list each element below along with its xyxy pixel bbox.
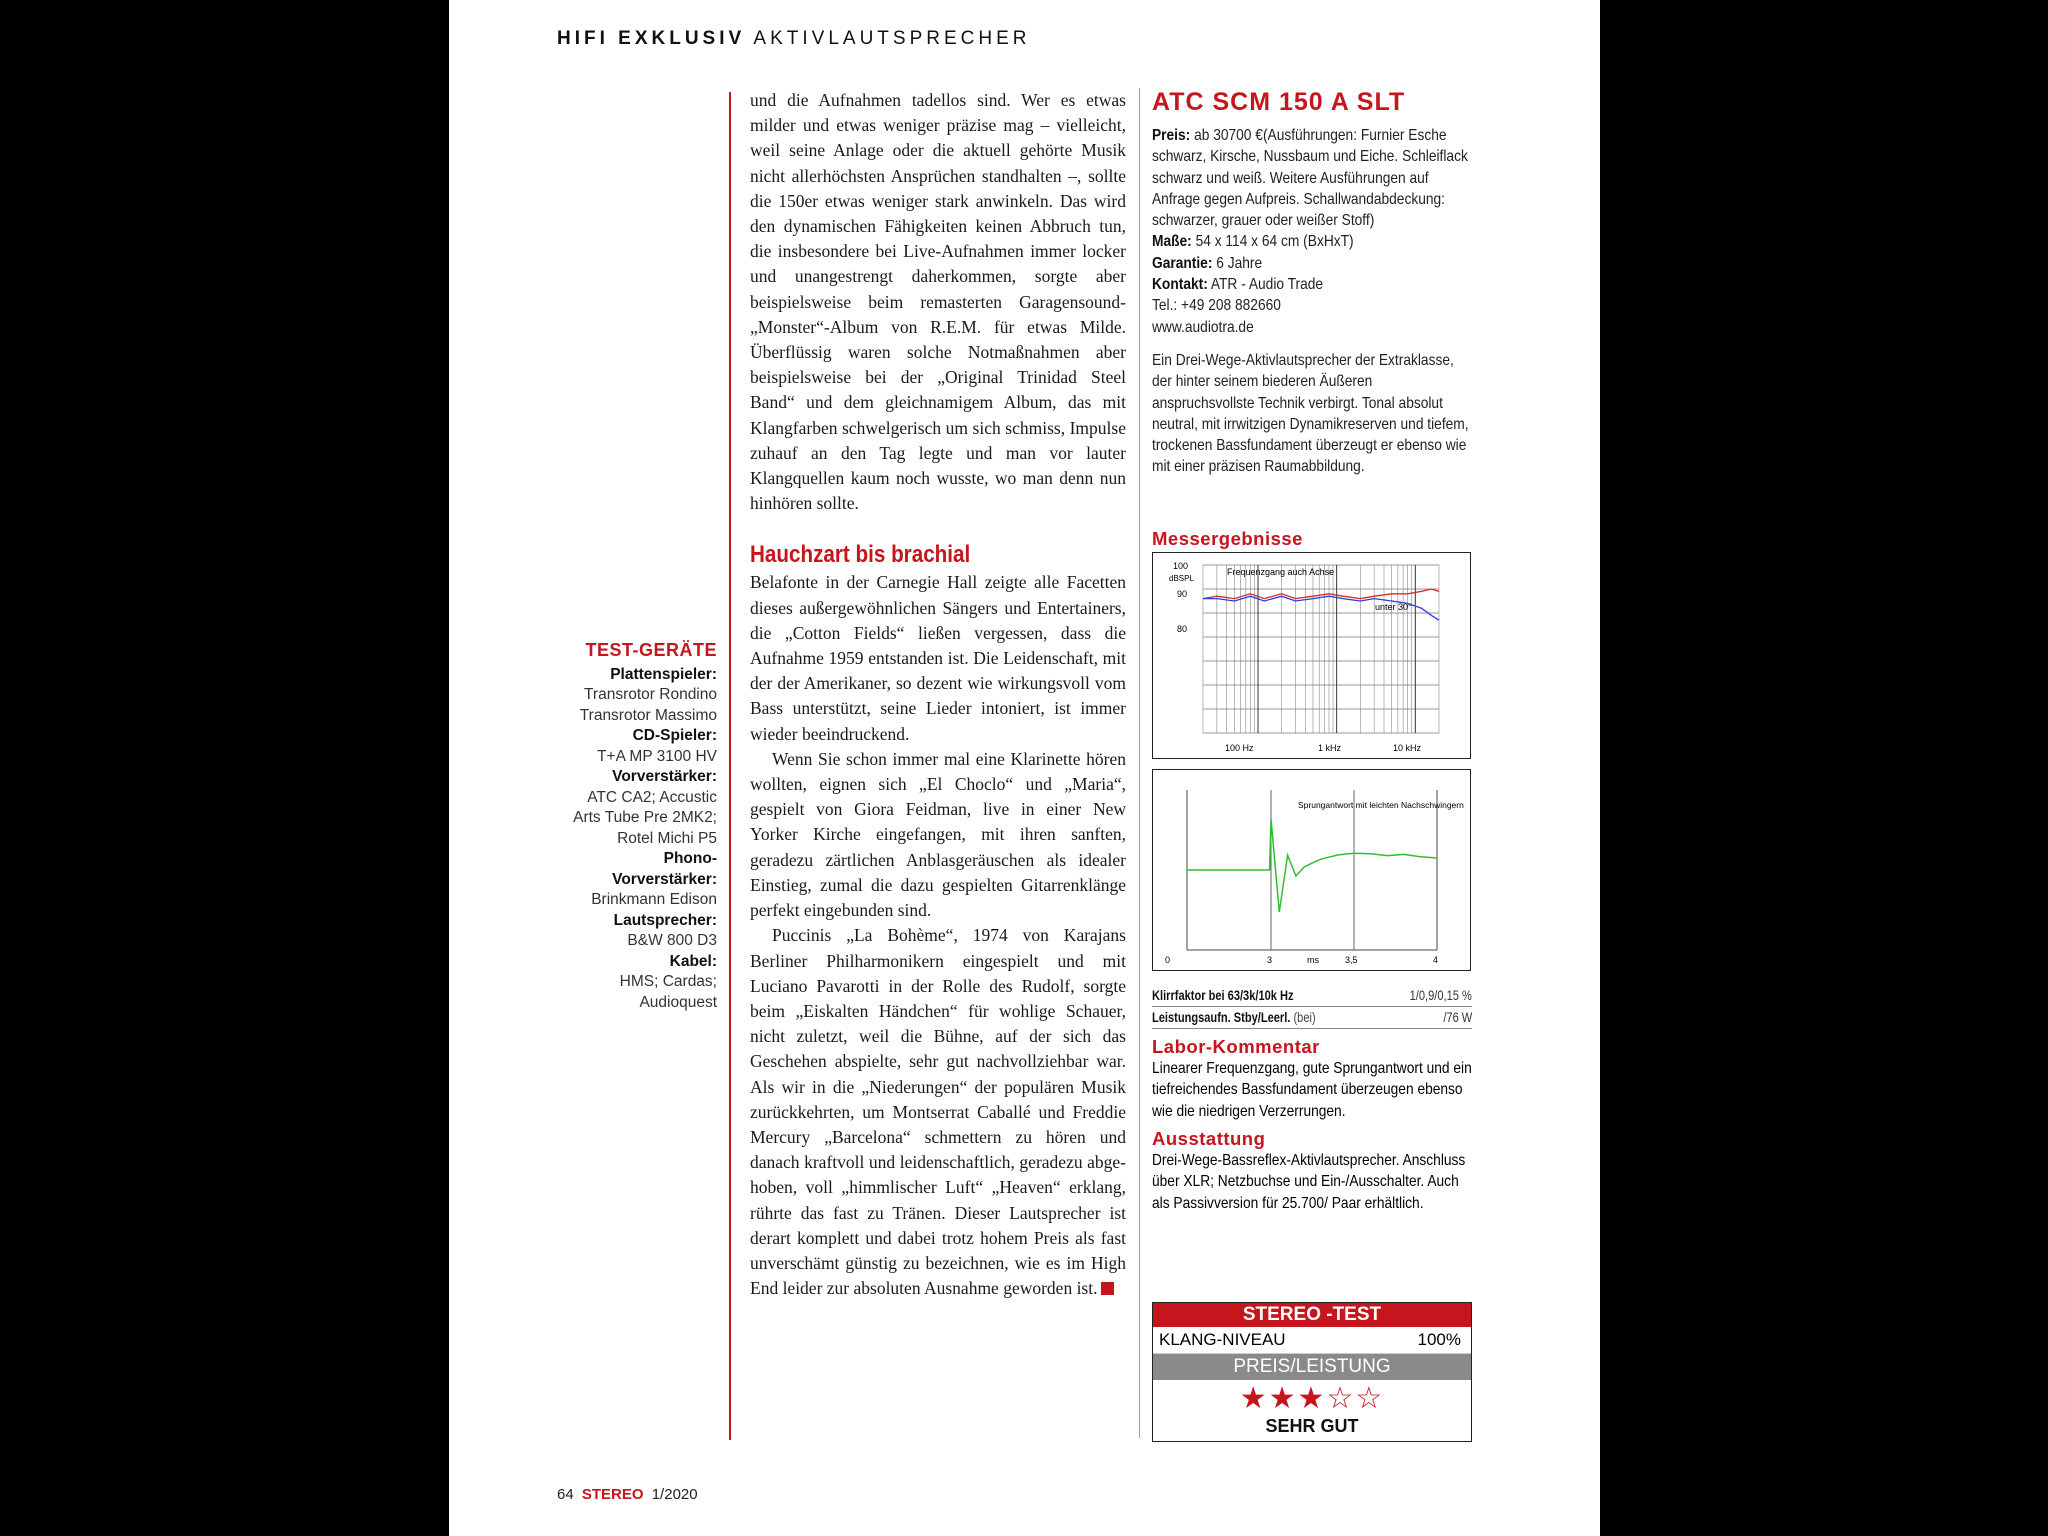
- topic-label: AKTIVLAUTSPRECHER: [753, 28, 1031, 49]
- star-filled-icon: ★: [1268, 1382, 1298, 1415]
- star-empty-icon: ☆: [1326, 1382, 1356, 1415]
- price-value: ab 30700 €(Ausführungen: Furnier Esche schwarz, Kirsche, Nussbaum und Eiche. Schleiflack schwarz und weiß. Weitere Ausführungen auf Anfrage gegen Aufpreis. Schallwandabdeckung: schwarzer, grauer oder weißer Stoff): [1152, 127, 1468, 230]
- sidebar-label: Vorverstärker:: [612, 768, 717, 785]
- labor-section: [1152, 1036, 1482, 1122]
- klang-value: 100%: [1417, 1330, 1461, 1349]
- article-subheading: Hauchzart bis brachial: [750, 541, 971, 569]
- end-mark-icon: [1101, 1282, 1114, 1295]
- frequency-response-chart: [1152, 552, 1471, 759]
- column-divider: [1139, 88, 1140, 1438]
- x-tick-label: 3: [1267, 955, 1273, 965]
- warranty-line: [1152, 253, 1472, 274]
- preis-leistung-label: PREIS/LEISTUNG: [1153, 1354, 1471, 1380]
- measurement-row: [1152, 1008, 1472, 1029]
- measurement-key-note: (bei): [1293, 1010, 1316, 1025]
- star-filled-icon: ★: [1297, 1382, 1327, 1415]
- website: www.audiotra.de: [1152, 318, 1254, 336]
- star-filled-icon: ★: [1239, 1382, 1269, 1415]
- star-empty-icon: ☆: [1355, 1382, 1385, 1415]
- column-divider: [729, 92, 731, 1440]
- rating-stars: [1153, 1382, 1471, 1416]
- measurement-value: /76 W: [1443, 1010, 1472, 1025]
- ausstattung-section: [1152, 1128, 1482, 1214]
- labor-heading: Labor-Kommentar: [1152, 1036, 1320, 1057]
- test-box-header: STEREO -TEST: [1153, 1303, 1471, 1327]
- sidebar-value: T+A MP 3100 HV: [597, 747, 717, 765]
- price-label: Preis:: [1152, 127, 1191, 144]
- dims-value: 54 x 114 x 64 cm (BxHxT): [1195, 233, 1354, 251]
- chart-title: [1298, 800, 1464, 810]
- article-paragraph: [750, 923, 1126, 1301]
- measurement-key-text: Leistungsaufn. Stby/Leerl.: [1152, 1010, 1291, 1025]
- product-title: ATC SCM 150 A SLT: [1152, 88, 1406, 116]
- series-label: unter 30°: [1375, 602, 1412, 612]
- x-tick-label: 10 kHz: [1393, 743, 1422, 753]
- sidebar-label: Plattenspieler:: [610, 665, 717, 683]
- x-tick-label: 0: [1165, 955, 1171, 965]
- x-tick-label: 4: [1433, 955, 1439, 965]
- article-paragraph: Wenn Sie schon immer mal eine Klarinette hören wollten, eignen sich „El Choclo“ und „Maria“, gespielt von Giora Feidman, live in einer New Yorker Kirche eingefangen, mit ihren sanften, geradezu zärtlichen Anblasgeräuschen als idealer Einstieg, zumal die dazu gespielten Gitarrenklänge perfekt eingebunden sind.: [750, 748, 1126, 921]
- dims-line: [1152, 231, 1472, 252]
- x-tick-label: 1 kHz: [1318, 743, 1342, 753]
- sidebar-value: Audioquest: [639, 993, 717, 1011]
- contact-label: Kontakt:: [1152, 276, 1208, 294]
- page-footer: [557, 1486, 698, 1503]
- x-tick-label: ms: [1307, 955, 1319, 965]
- step-response-chart: [1152, 769, 1471, 971]
- sidebar-value: HMS; Cardas;: [619, 973, 717, 990]
- chart-title-text: Sprungantwort mit leichten Nachschwingern: [1298, 800, 1464, 810]
- sidebar-label: CD-Spieler:: [632, 727, 717, 744]
- step-response-line: [1187, 819, 1437, 912]
- product-infobox: [1152, 88, 1472, 478]
- sidebar-value: Transrotor Massimo: [579, 706, 717, 724]
- verdict: SEHR GUT: [1265, 1416, 1359, 1436]
- sidebar-label: Kabel:: [669, 952, 717, 970]
- article-paragraph: Belafonte in der Carnegie Hall zeigte alle Facetten dieses außergewöhnlichen Sängers und Entertainers, die „Cotton Fields“ ließen vergessen, dass die Aufnahme 1959 entstanden ist. Die Leidenschaft, mit der der Amerikaner, so dezent wie wirkungsvoll vom Bass unterstützt, seine Lieder intoniert, ist immer wieder beeindruckend.: [750, 572, 1126, 744]
- y-tick-label: 100: [1173, 561, 1189, 571]
- magazine-logo: STEREO: [581, 1486, 644, 1503]
- ausstattung-text: Drei-Wege-Bassreflex-Aktivlautsprecher. Anschluss über XLR; Netzbuchse und Ein-/Ausschalter. Auch als Passivversion für 25.700/ Paar erhältlich.: [1152, 1152, 1466, 1212]
- sidebar-label: Vorverstärker:: [612, 870, 717, 888]
- contact-value: ATR - Audio Trade: [1210, 276, 1324, 294]
- measurement-key: Klirrfaktor bei 63/3k/10k Hz: [1152, 988, 1294, 1003]
- x-tick-label: 3,5: [1345, 955, 1358, 965]
- dims-label: Maße:: [1152, 233, 1192, 251]
- product-specs: [1152, 125, 1472, 478]
- step-chart-svg: [1153, 770, 1470, 970]
- sidebar-label: Lautsprecher:: [613, 911, 717, 929]
- measurement-row: [1152, 986, 1472, 1007]
- article-paragraph: und die Aufnahmen tadellos sind. Wer es etwas milder und etwas weniger präzise mag – vielleicht, weil seine Anlage oder die aktuell gehörte Musik nicht allerhöchsten Ansprüchen standhalten –, sollte die 150er etwas weniger stark anwinkeln. Das wird den dynamischen Fähigkeiten keinen Abbruch tun, die insbesondere bei Live-Aufnahmen immer locker und unangestrengt daherkommen, sorgte aber beispielsweise beim remasterten Garagensound- „Monster“-Album von R.E.M. für etwas Milde. Überflüssig waren solche Notmaßnahmen aber beispielsweise bei der „Original Trinidad Steel Band“ und dem gleichnamigem Album, das mit Klangfarben schwelgerisch um sich schmiss, Impulse zuhauf an den Tag legte und man vor lauter Klangquellen kaum noch wusste, wo man denn nun hinhören sollte.: [750, 90, 1126, 514]
- price-line: [1152, 125, 1472, 231]
- product-summary: Ein Drei-Wege-Aktivlautsprecher der Extraklasse, der hinter seinem biederen Äußeren anspruchsvollste Technik verbirgt. Tonal absolut neutral, mit irrwitzigen Dynamikreserven und tiefem, trockenen Bassfundament überzeugt er ebenso wie mit einer präzisen Raumabbildung.: [1152, 351, 1469, 476]
- sidebar-value: Rotel Michi P5: [617, 829, 717, 847]
- contact-line: [1152, 274, 1472, 295]
- sidebar-value: B&W 800 D3: [627, 932, 717, 949]
- measurements-heading: Messergebnisse: [1152, 528, 1303, 549]
- section-label: HIFI EXKLUSIV: [557, 28, 746, 49]
- article-column: [750, 88, 1126, 1301]
- page-number: 64: [557, 1486, 574, 1503]
- stereo-test-box: [1152, 1302, 1472, 1442]
- sidebar-value: ATC CA2; Accustic: [587, 788, 717, 806]
- klang-label: KLANG-NIVEAU: [1159, 1330, 1286, 1349]
- measurement-value: 1/0,9/0,15 %: [1409, 988, 1472, 1003]
- sidebar-title: TEST-GERÄTE: [585, 640, 717, 660]
- labor-text: Linearer Frequenzgang, gute Sprungantwort und ein tiefreichendes Bassfundament überzeugen ebenso wie die niedrigen Verzerrungen.: [1152, 1060, 1472, 1120]
- y-axis-label: dBSPL: [1169, 574, 1194, 583]
- article-paragraph-text: Puccinis „La Bohème“, 1974 von Karajans Berliner Philharmonikern eingespielt und mit Luciano Pavarotti in der Rolle des Rudolf, sorgte beim „Eiskalten Händchen“ für wohlige Schauer, nicht zuletzt, weil die Bühne, auf der sich das Geschehen abspielte, sehr gut nachvollziehbar war. Als wir in die „Niederungen“ der populären Musik zurückkehrten, um Montserrat Caballé und Freddie Mercury „Barcelona“ schmettern zu hören und danach kraftvoll und leidenschaftlich, geradezu abgehoben, voll „himmlischer Luft“ „Heaven“ erklang, rührte das fast zu Tränen. Dieser Lautsprecher ist derart komplett und dabei trotz hohem Preis als fast unverschämt günstig zu bezeichnen, wie es im High End leider zur absoluten Ausnahme geworden ist.: [750, 925, 1126, 1299]
- sidebar-value: Arts Tube Pre 2MK2;: [573, 809, 717, 826]
- frequency-grid: [1203, 565, 1439, 733]
- running-head: [557, 28, 1030, 50]
- frequency-chart-svg: [1153, 553, 1470, 758]
- klang-niveau-row: [1153, 1327, 1471, 1354]
- sidebar-value: Transrotor Rondino: [584, 686, 717, 703]
- y-tick-label: 80: [1177, 624, 1188, 634]
- ausstattung-heading: Ausstattung: [1152, 1128, 1266, 1149]
- test-equipment-sidebar: [449, 640, 717, 1013]
- x-tick-label: 100 Hz: [1225, 743, 1254, 753]
- y-tick-label: 90: [1177, 589, 1188, 599]
- warranty-value: 6 Jahre: [1216, 254, 1263, 272]
- sidebar-value: Brinkmann Edison: [591, 891, 717, 908]
- issue-number: 1/2020: [651, 1486, 698, 1503]
- sidebar-label: Phono-: [663, 850, 717, 867]
- magazine-page: [449, 0, 1600, 1536]
- measurement-key: [1152, 1010, 1316, 1025]
- phone: Tel.: +49 208 882660: [1152, 297, 1281, 315]
- chart-title: Frequenzgang auch Achse: [1227, 567, 1335, 577]
- warranty-label: Garantie:: [1152, 254, 1213, 272]
